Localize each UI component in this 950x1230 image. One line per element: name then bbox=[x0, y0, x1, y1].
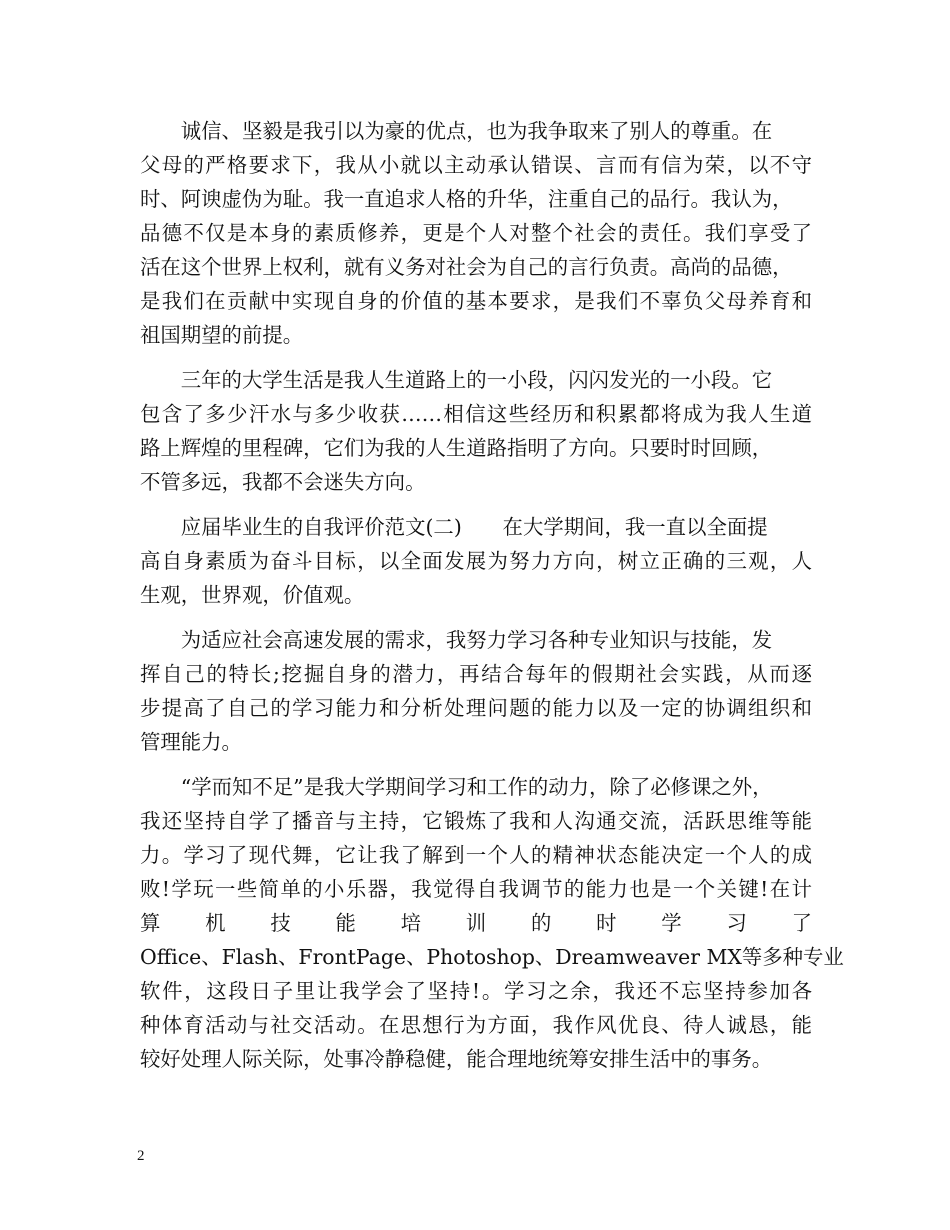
text-line: 祖国期望的前提。 bbox=[140, 323, 304, 347]
text-line: 品德不仅是本身的素质修养，更是个人对整个社会的责任。我们享受了 bbox=[140, 221, 812, 245]
text-line: 是我们在贡献中实现自身的价值的基本要求，是我们不辜负父母养育和 bbox=[140, 289, 812, 313]
text-line: 步提高了自己的学习能力和分析处理问题的能力以及一定的协调组织和 bbox=[140, 696, 812, 720]
text-line: 包含了多少汗水与多少收获……相信这些经历和积累都将成为我人生道 bbox=[140, 402, 812, 426]
text-line: 算 机 技 能 培 训 的 时 学 习 了 bbox=[140, 911, 812, 935]
text-line: 应届毕业生的自我评价范文(二) 在大学期间，我一直以全面提 bbox=[140, 515, 768, 539]
text-line: 我还坚持自学了播音与主持，它锻炼了我和人沟通交流，活跃思维等能 bbox=[140, 809, 812, 833]
text-line: 活在这个世界上权利，就有义务对社会为自己的言行负责。高尚的品德， bbox=[140, 255, 793, 279]
text-line: 管理能力。 bbox=[140, 730, 242, 754]
text-line: 时、阿谀虚伪为耻。我一直追求人格的升华，注重自己的品行。我认为， bbox=[140, 187, 793, 211]
text-line: 较好处理人际关际，处事冷静稳健，能合理地统筹安排生活中的事务。 bbox=[140, 1047, 773, 1071]
text-line: 高自身素质为奋斗目标，以全面发展为努力方向，树立正确的三观，人 bbox=[140, 549, 812, 573]
text-line: 种体育活动与社交活动。在思想行为方面，我作风优良、待人诚恳，能 bbox=[140, 1013, 812, 1037]
text-line: 三年的大学生活是我人生道路上的一小段，闪闪发光的一小段。它 bbox=[140, 368, 773, 392]
text-line: 力。学习了现代舞，它让我了解到一个人的精神状态能决定一个人的成 bbox=[140, 843, 812, 867]
text-line: 诚信、坚毅是我引以为豪的优点，也为我争取来了别人的尊重。在 bbox=[140, 119, 773, 143]
page-number: 2 bbox=[137, 1148, 145, 1164]
text-line: 不管多远，我都不会迷失方向。 bbox=[140, 470, 426, 494]
text-line: 败!学玩一些简单的小乐器，我觉得自我调节的能力也是一个关键!在计 bbox=[140, 877, 812, 901]
text-line: 为适应社会高速发展的需求，我努力学习各种专业知识与技能，发 bbox=[140, 628, 773, 652]
text-line: 生观，世界观，价值观。 bbox=[140, 583, 365, 607]
text-line: 父母的严格要求下，我从小就以主动承认错误、言而有信为荣，以不守 bbox=[140, 153, 812, 177]
text-line: Office、Flash、FrontPage、Photoshop、Dreamweaver MX等多种专业 bbox=[140, 945, 844, 969]
text-line: 挥自己的特长;挖掘自身的潜力，再结合每年的假期社会实践，从而逐 bbox=[140, 662, 812, 686]
text-line: “学而知不足”是我大学期间学习和工作的动力，除了必修课之外， bbox=[140, 775, 773, 799]
text-line: 软件，这段日子里让我学会了坚持!。学习之余，我还不忘坚持参加各 bbox=[140, 979, 812, 1003]
text-line: 路上辉煌的里程碑，它们为我的人生道路指明了方向。只要时时回顾， bbox=[140, 436, 773, 460]
